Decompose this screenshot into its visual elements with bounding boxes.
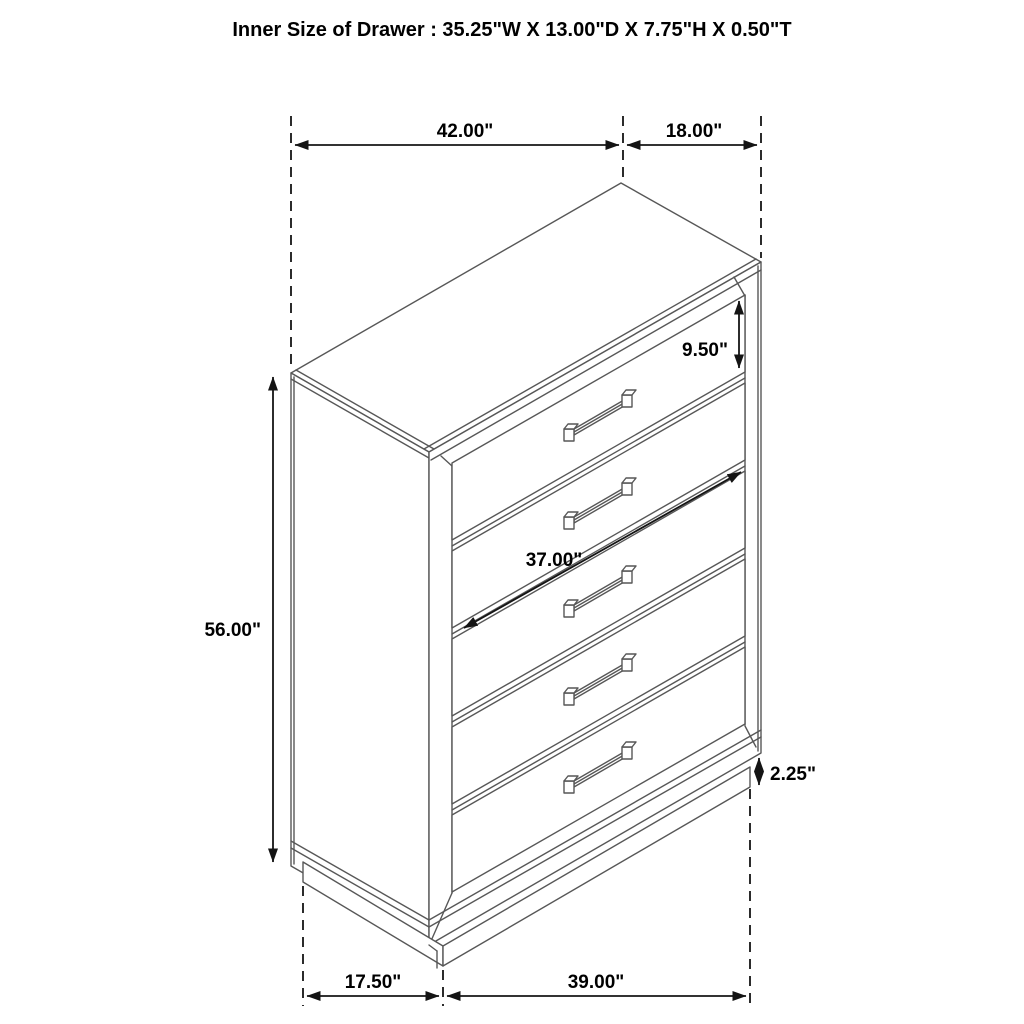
- dim-top-width-label: 42.00": [436, 121, 494, 142]
- dim-top-depth: [627, 121, 757, 145]
- dim-base-height: [759, 758, 816, 785]
- dim-base-height-label: 2.25": [770, 764, 816, 785]
- dim-top-depth-label: 18.00": [665, 121, 723, 142]
- dim-base-depth: [307, 972, 439, 996]
- dim-base-width: [447, 972, 746, 996]
- dim-drawer-width-label: 37.00": [525, 550, 583, 571]
- dim-base-depth-label: 17.50": [344, 972, 402, 993]
- dim-overall-height-label: 56.00": [204, 620, 261, 641]
- dim-base-width-label: 39.00": [567, 972, 625, 993]
- page-title: Inner Size of Drawer : 35.25"W X 13.00"D X 7.75"H X 0.50"T: [232, 19, 792, 41]
- dim-drawer-height-label: 9.50": [682, 340, 728, 361]
- cabinet-drawing: [291, 183, 761, 968]
- dim-top-width: [295, 121, 619, 145]
- side-panel: [291, 373, 429, 945]
- dim-overall-height: [204, 377, 273, 862]
